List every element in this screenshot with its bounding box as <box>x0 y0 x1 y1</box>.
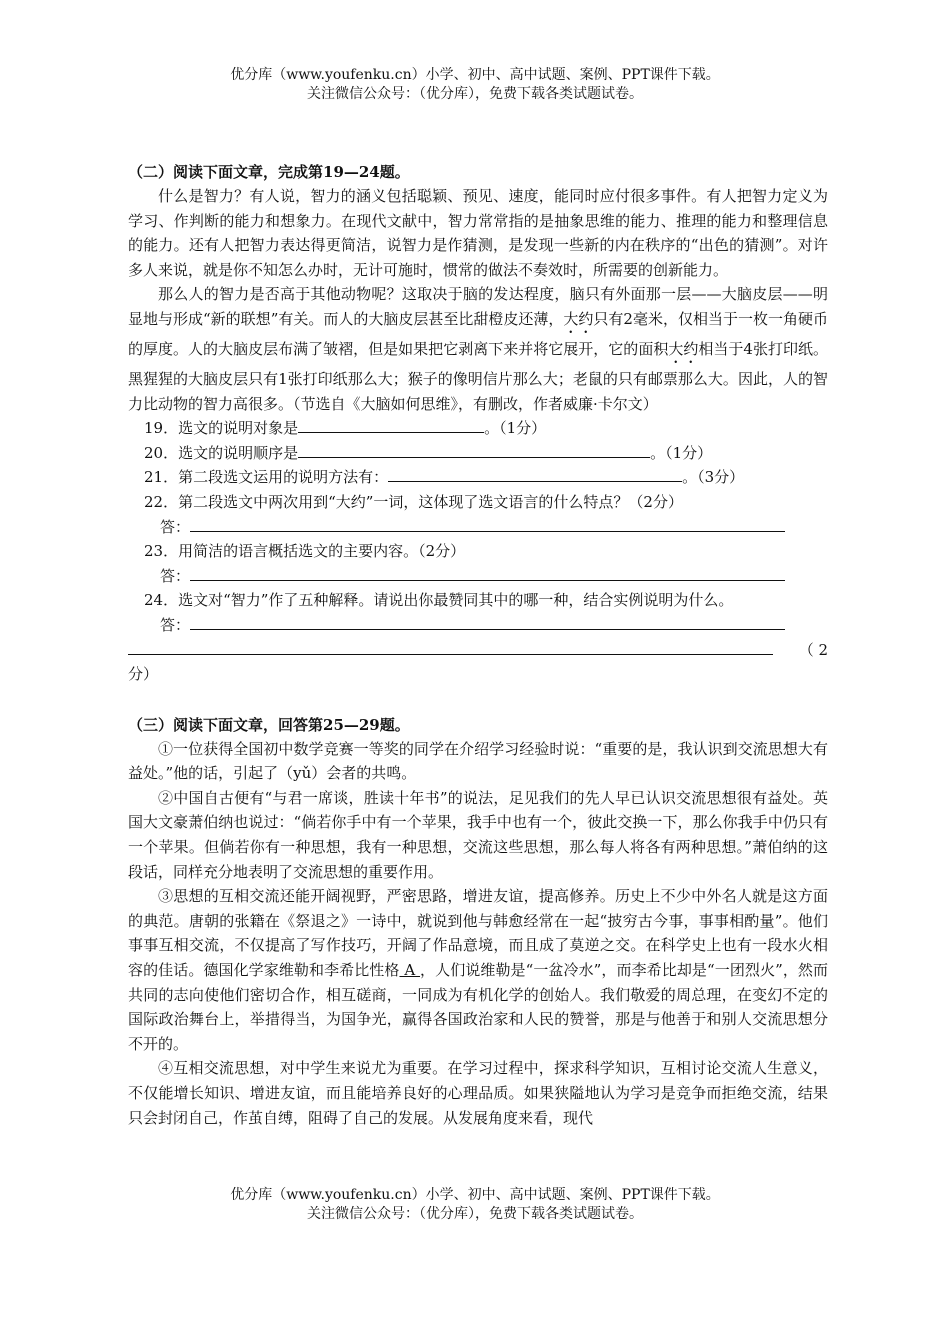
question-21 <box>128 465 828 490</box>
paragraph-text: 相当于4张打印纸。黑猩猩的大脑皮层只有1张打印纸那么大；猴子的像明信片那么大；老鼠的只有邮票那么大。因此，人的智力比动物的智力高很多。（节选自《大脑如何思维》，有删改，作者威廉·卡尔文） <box>128 339 828 413</box>
paragraph-text: 那么人的智力是否高于其他动物呢？这取决于脑的发达程度，脑只有外面那一层——大脑皮层——明显地与形成“新的联想”有关。而人的大脑皮层甚至比甜橙皮还薄， <box>128 285 828 328</box>
paragraph-text: ③思想的互相交流还能开阔视野，严密思路，增进友谊，提高修养。历史上不少中外名人就是这方面的典范。唐朝的张籍在《祭退之》一诗中，就说到他与韩愈经常在一起“披穷古今事，事事相酌量”。他们事事互相交流，不仅提高了写作技巧，开阔了作品意境，而且成了莫逆之交。在科学史上也有一段水火相容的佳话。德国化学家维勒和李希比性格 <box>128 887 828 980</box>
question-20-text: 20．选文的说明顺序是 <box>144 443 299 462</box>
question-24-score-end: 分） <box>128 665 159 684</box>
answer-line-22 <box>128 515 828 540</box>
paragraph-text: 只有2毫米，仅相当于一枚一角硬币的厚度。人的大脑皮层布满了皱褶，但是如果把它剥离下来并将它展开，它的面积 <box>128 309 828 358</box>
page-header <box>0 66 950 104</box>
answer-line-24-continued <box>128 638 828 663</box>
answer-blank-19[interactable] <box>298 417 484 433</box>
passage-3-paragraph-1: ①一位获得全国初中数学竞赛一等奖的同学在介绍学习经验时说：“重要的是，我认识到交流思想大有益处。”他的话，引起了（yǔ）会者的共鸣。 <box>128 739 828 783</box>
question-20-score: 。（1分） <box>650 443 713 462</box>
question-19 <box>128 416 828 441</box>
question-23: 23．用简洁的语言概括选文的主要内容。（2分） <box>144 542 466 561</box>
question-24: 24．选文对“智力”作了五种解释。请说出你最赞同其中的哪一种，结合实例说明为什么。 <box>144 591 734 610</box>
question-19-score: 。（1分） <box>484 419 547 438</box>
question-21-score: 。（3分） <box>682 468 745 487</box>
footer-line-2: 关注微信公众号：（优分库），免费下载各类试题试卷。 <box>307 1206 643 1222</box>
question-19-text: 19．选文的说明对象是 <box>144 419 299 438</box>
question-21-text: 21．第二段选文运用的说明方法有： <box>144 468 389 487</box>
emphasis-dayue-1: 大约 <box>563 309 594 328</box>
answer-line-24 <box>128 613 828 638</box>
passage-3-paragraph-3 <box>128 884 828 1056</box>
section-3-title: （三）阅读下面文章，回答第25—29题。 <box>128 715 410 734</box>
fill-blank-a[interactable]: A <box>399 961 421 980</box>
question-22: 22．第二段选文中两次用到“大约”一词，这体现了选文语言的什么特点？（2分） <box>144 492 683 511</box>
answer-label: 答： <box>160 517 191 536</box>
header-line-2: 关注微信公众号：（优分库），免费下载各类试题试卷。 <box>307 86 643 102</box>
answer-blank-24[interactable] <box>190 614 785 630</box>
answer-label: 答： <box>160 615 191 634</box>
passage-3-paragraph-4: ④互相交流思想，对中学生来说尤为重要。在学习过程中，探求科学知识，互相讨论交流人生意义，不仅能增长知识、增进友谊，而且能培养良好的心理品质。如果狭隘地认为学习是竞争而拒绝交流，结果只会封闭自己，作茧自缚，阻碍了自己的发展。从发展角度来看，现代 <box>128 1059 828 1127</box>
question-24-score: （ 2 <box>798 640 828 659</box>
answer-line-23 <box>128 564 828 589</box>
paragraph-text: ，人们说维勒是“一盆冷水”，而李希比却是“一团烈火”，然而共同的志向使他们密切合作，相互磋商，一同成为有机化学的创始人。我们敬爱的周总理，在变幻不定的国际政治舞台上，举措得当，为国争光，赢得各国政治家和人民的赞誉，那是与他善于和别人交流思想分不开的。 <box>128 961 828 1053</box>
header-line-1: 优分库（www.youfenku.cn）小学、初中、高中试题、案例、PPT课件下载。 <box>230 67 720 83</box>
passage-2-paragraph-2 <box>128 282 828 416</box>
page-footer <box>0 1186 950 1224</box>
emphasis-dayue-2: 大约 <box>668 339 699 358</box>
exam-content <box>128 160 828 1130</box>
question-20 <box>128 441 828 466</box>
answer-blank-24-full[interactable] <box>128 639 773 655</box>
passage-3-paragraph-2: ②中国自古便有“与君一席谈，胜读十年书”的说法，足见我们的先人早已认识交流思想很有益处。英国大文豪萧伯纳也说过：“倘若你手中有一个苹果，我手中也有一个，彼此交换一下，那么你我手中仍只有一个苹果。但倘若你有一种思想，我有一种思想，交流这些思想，那么每人将各有两种思想。”萧伯纳的这段话，同样充分地表明了交流思想的重要作用。 <box>128 788 828 881</box>
answer-blank-23[interactable] <box>190 565 785 581</box>
answer-blank-21[interactable] <box>388 466 682 482</box>
answer-blank-22[interactable] <box>190 516 785 532</box>
footer-line-1: 优分库（www.youfenku.cn）小学、初中、高中试题、案例、PPT课件下载。 <box>230 1187 720 1203</box>
section-2-title: （二）阅读下面文章，完成第19—24题。 <box>128 163 410 181</box>
answer-blank-20[interactable] <box>298 442 650 458</box>
answer-label: 答： <box>160 566 191 585</box>
passage-2-paragraph-1: 什么是智力？有人说，智力的涵义包括聪颖、预见、速度，能同时应付很多事件。有人把智力定义为学习、作判断的能力和想象力。在现代文献中，智力常常指的是抽象思维的能力、推理的能力和整理信息的能力。还有人把智力表达得更简洁，说智力是作猜测，是发现一些新的内在秩序的“出色的猜测”。对许多人来说，就是你不知怎么办时，无计可施时，惯常的做法不奏效时，所需要的创新能力。 <box>128 187 828 279</box>
